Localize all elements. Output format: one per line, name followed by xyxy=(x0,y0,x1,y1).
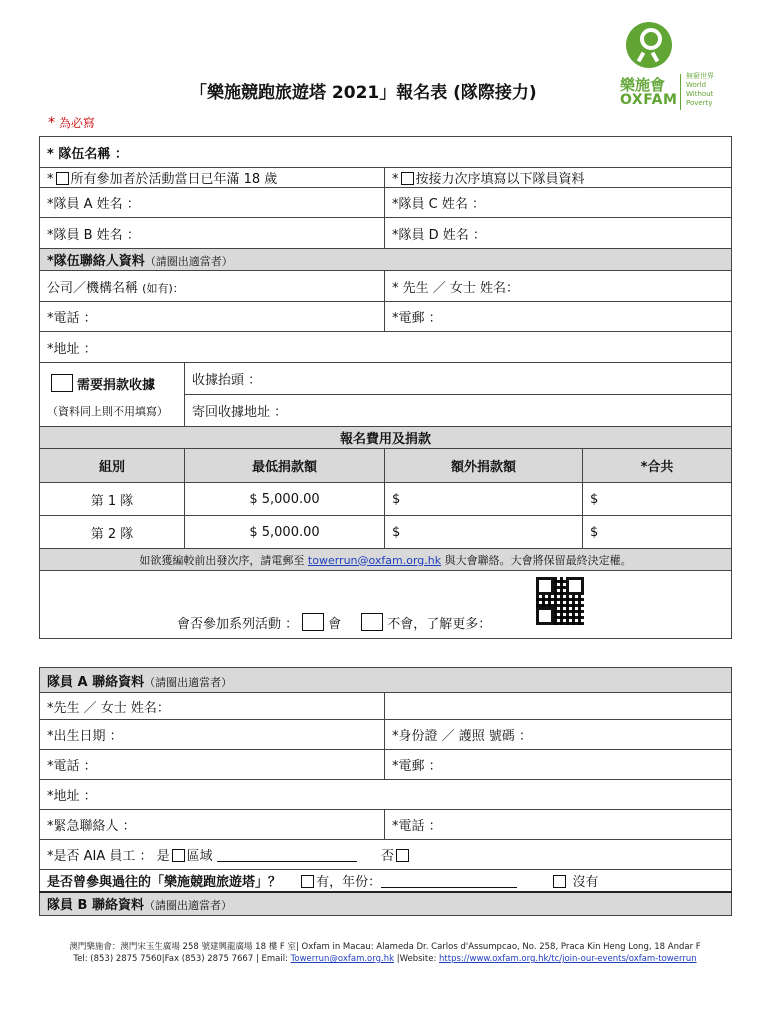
member-b-header: 隊員 B 聯絡資料（請圈出適當者） xyxy=(40,892,732,916)
logo-cn: 樂施會 xyxy=(620,76,666,94)
member-a-table xyxy=(39,667,732,916)
receipt-checkbox[interactable] xyxy=(51,374,73,392)
past-no-label: 沒有 xyxy=(572,874,599,890)
order-check-cell: * 按接力次序填寫以下隊員資料 xyxy=(385,168,732,188)
fee-min: $ 5,000.00 xyxy=(185,483,385,516)
past-question: 是否曾參與過往的「樂施競跑旅遊塔」？ xyxy=(47,874,282,890)
order-check-label: 按接力次序填寫以下隊員資料 xyxy=(415,172,585,187)
series-no-checkbox[interactable] xyxy=(361,613,383,631)
member-a-header: 隊員 A 聯絡資料（請圈出適當者） xyxy=(40,668,732,693)
aia-area-input[interactable] xyxy=(217,849,357,862)
fees-col-extra: 額外捐款額 xyxy=(385,449,583,483)
receipt-title-field[interactable]: 收據抬頭 ： xyxy=(185,363,732,395)
team-name-field[interactable]: * 隊伍名稱 ： xyxy=(40,137,732,168)
member-a-address-field[interactable]: *地址 ： xyxy=(40,780,732,810)
fees-col-group: 組別 xyxy=(40,449,185,483)
past-yes-checkbox[interactable] xyxy=(301,875,314,888)
contact-address-field[interactable]: *地址 ： xyxy=(40,332,732,363)
footer-contact: Tel: (853) 2875 7560|Fax (853) 2875 7667 | Email: Towerrun@oxfam.org.hk |Website: https://www.oxfam.org.hk/tc/join-our-events/oxfam-towerrun xyxy=(73,954,697,964)
aia-no-label: 否 xyxy=(380,849,394,864)
receipt-need-label: 需要捐款收據 xyxy=(77,378,156,393)
fee-group: 第 2 隊 xyxy=(40,516,185,549)
age-check-cell: * 所有參加者於活動當日已年滿 18 歲 xyxy=(40,168,385,188)
fee-total-field[interactable]: $ xyxy=(583,516,732,549)
receipt-need-cell xyxy=(40,363,185,427)
past-row xyxy=(40,870,732,892)
fee-total-field[interactable]: $ xyxy=(583,483,732,516)
past-year-input[interactable] xyxy=(381,875,517,888)
series-question: 會否參加系列活動 ： xyxy=(177,617,299,632)
table-row xyxy=(40,516,732,549)
fees-note: 如欲獲編較前出發次序，請電郵至 towerrun@oxfam.org.hk 與大會聯絡。大會將保留最終決定權。 xyxy=(40,549,732,571)
required-note xyxy=(48,114,95,131)
contact-header: *隊伍聯絡人資料（請圈出適當者） xyxy=(40,249,732,271)
fees-col-total: *合共 xyxy=(583,449,732,483)
contact-phone-field[interactable]: *電話 ： xyxy=(40,302,385,332)
member-a-email-field[interactable]: *電郵 ： xyxy=(385,750,732,780)
footer-website-link[interactable]: https://www.oxfam.org.hk/tc/join-our-events/oxfam-towerrun xyxy=(439,954,697,964)
aia-area-label: 區域 xyxy=(186,849,213,864)
towerrun-email-link[interactable]: towerrun@oxfam.org.hk xyxy=(307,553,442,567)
contact-email-field[interactable]: *電郵 ： xyxy=(385,302,732,332)
required-star: * xyxy=(48,115,55,131)
footer-address: 澳門樂施會：澳門宋玉生廣場 258 號建興龍廣場 18 樓 F 室| Oxfam in Macau: Alameda Dr. Carlos d'Assumpcao, No. 258, Praca Kin Heng Long, 18 Andar F xyxy=(69,942,701,952)
order-checkbox[interactable] xyxy=(401,172,414,185)
form-title: 「樂施競跑旅遊塔 2021」報名表 (隊際接力) xyxy=(190,83,537,103)
member-a-name-field[interactable]: *先生 ／ 女士 姓名： xyxy=(40,693,385,720)
member-b-name-field[interactable]: *隊員 B 姓名 ： xyxy=(40,218,385,249)
member-c-name-field[interactable]: *隊員 C 姓名 ： xyxy=(385,188,732,218)
footer-email-link[interactable]: Towerrun@oxfam.org.hk xyxy=(290,954,395,964)
oxfam-logo-icon xyxy=(626,22,672,68)
logo-en: OXFAM xyxy=(620,92,678,108)
series-no-label: 不會，了解更多： xyxy=(387,617,492,632)
required-note-text: 為必寫 xyxy=(58,116,95,130)
fee-min: $ 5,000.00 xyxy=(185,516,385,549)
logo-tagline: 無窮世界 World Without Poverty xyxy=(686,72,714,107)
age-check-label: 所有參加者於活動當日已年滿 18 歲 xyxy=(70,172,278,187)
aia-yes-checkbox[interactable] xyxy=(172,849,185,862)
fee-extra-field[interactable]: $ xyxy=(385,483,583,516)
fees-header: 報名費用及捐款 xyxy=(40,427,732,449)
member-a-blank[interactable] xyxy=(385,693,732,720)
aia-question: *是否 AIA 員工 ： 是 xyxy=(47,849,170,864)
series-yes-checkbox[interactable] xyxy=(302,613,324,631)
receipt-note: （資料同上則不用填寫） xyxy=(47,405,168,418)
member-a-emergency-field[interactable]: *緊急聯絡人 ： xyxy=(40,810,385,840)
receipt-address-field[interactable]: 寄回收據地址 ： xyxy=(185,395,732,427)
member-d-name-field[interactable]: *隊員 D 姓名 ： xyxy=(385,218,732,249)
company-field[interactable]: 公司／機構名稱 (如有)： xyxy=(40,271,385,302)
fee-extra-field[interactable]: $ xyxy=(385,516,583,549)
qr-code-icon[interactable] xyxy=(536,577,584,625)
oxfam-logo xyxy=(618,22,728,112)
series-row xyxy=(40,571,732,639)
aia-no-checkbox[interactable] xyxy=(396,849,409,862)
past-yes-label: 有，年份： xyxy=(316,874,382,890)
contact-name-field[interactable]: * 先生 ／ 女士 姓名： xyxy=(385,271,732,302)
past-no-checkbox[interactable] xyxy=(553,875,566,888)
team-form-table xyxy=(39,136,732,639)
aia-row xyxy=(40,840,732,870)
age-checkbox[interactable] xyxy=(56,172,69,185)
series-yes-label: 會 xyxy=(328,617,342,632)
fee-group: 第 1 隊 xyxy=(40,483,185,516)
member-a-name-field[interactable]: *隊員 A 姓名 ： xyxy=(40,188,385,218)
fees-col-min: 最低捐款額 xyxy=(185,449,385,483)
member-a-id-field[interactable]: *身份證 ／ 護照 號碼 ： xyxy=(385,720,732,750)
member-a-emergency-phone-field[interactable]: *電話 ： xyxy=(385,810,732,840)
member-a-dob-field[interactable]: *出生日期 ： xyxy=(40,720,385,750)
member-a-phone-field[interactable]: *電話 ： xyxy=(40,750,385,780)
table-row xyxy=(40,483,732,516)
